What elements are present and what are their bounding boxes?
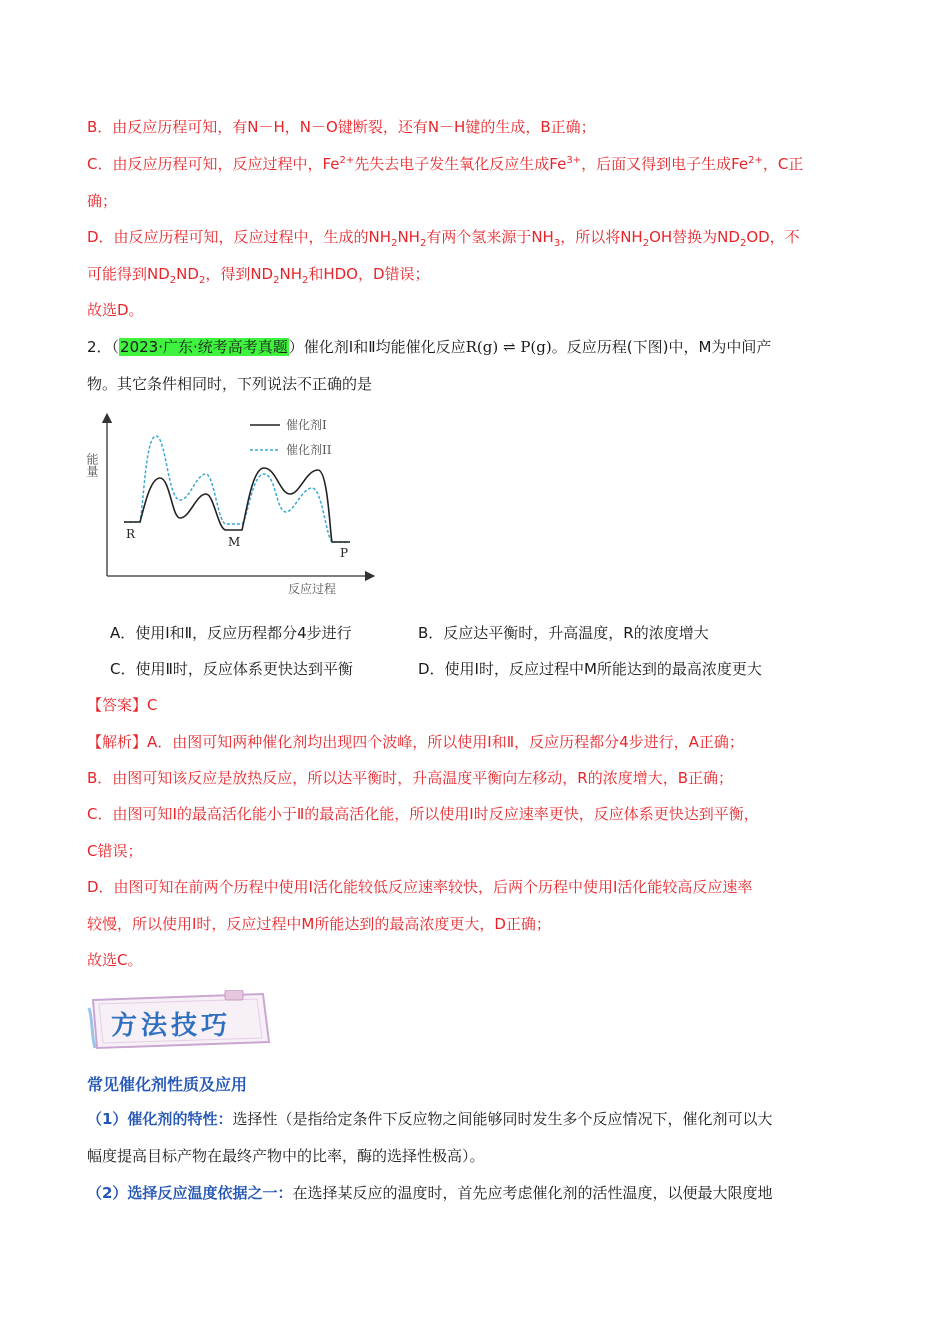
method-point-1: （1）催化剂的特性：选择性（是指给定条件下反应物之间能够同时发生多个反应情况下，催化剂可以大 [87, 1110, 773, 1128]
label-m: M [228, 535, 241, 549]
analysis-line-c-cont: 确； [87, 192, 118, 210]
analysis-b: B．由图可知该反应是放热反应，所以达平衡时，升高温度平衡向左移动，R的浓度增大，B正确； [87, 769, 734, 787]
energy-profile-chart [80, 408, 380, 600]
analysis-line-d-cont: 可能得到$ND_2ND_2$，得到$ND_2NH_2$和HDO，D错误； [87, 265, 430, 286]
x-axis-label: 反应过程 [288, 582, 337, 596]
label-p: P [340, 546, 349, 560]
analysis-line-b: B．由反应历程可知，有N－H，N－O键断裂，还有N－H键的生成，B正确； [87, 118, 596, 136]
label-r: R [126, 527, 136, 541]
option-a: A．使用Ⅰ和Ⅱ，反应历程都分4步进行 [110, 624, 352, 642]
section-heading: 常见催化剂性质及应用 [87, 1075, 248, 1094]
source-tag: 2023·广东·统考高考真题 [120, 338, 288, 356]
y-axis-label: 能量 [85, 453, 99, 477]
clip-icon [225, 990, 243, 1000]
question-2-stem-cont: 物。其它条件相同时，下列说法不正确的是 [87, 375, 373, 393]
analysis-d: D．由图可知在前两个历程中使用Ⅰ活化能较低反应速率较快，后两个历程中使用Ⅰ活化能较高反应速率 [87, 878, 753, 896]
banner-title: 方法技巧 [111, 1011, 232, 1041]
analysis-c: C．由图可知Ⅰ的最高活化能小于Ⅱ的最高活化能，所以使用Ⅰ时反应速率更快，反应体系更快达到平衡， [87, 805, 759, 823]
legend-label-2: 催化剂II [286, 443, 332, 457]
option-c: C．使用Ⅱ时，反应体系更快达到平衡 [110, 660, 353, 678]
method-point-2: （2）选择反应温度依据之一：在选择某反应的温度时，首先应考虑催化剂的活性温度，以便最大限度地 [87, 1184, 773, 1202]
reaction-equation: R(g) ⇌ P(g) [465, 338, 552, 356]
analysis-conclusion-prev: 故选D。 [87, 301, 144, 319]
analysis-line-c: C．由反应历程可知，反应过程中，$Fe^{2+}$先失去电子发生氧化反应生成$Fe^{3+}$，后面又得到电子生成$Fe^{2+}$，C正 [87, 155, 804, 173]
method-point-1-cont: 幅度提高目标产物在最终产物中的比率，酶的选择性极高）。 [87, 1147, 485, 1165]
option-d: D．使用Ⅰ时，反应过程中M所能达到的最高浓度更大 [418, 660, 762, 678]
analysis-d-cont: 较慢，所以使用Ⅰ时，反应过程中M所能达到的最高浓度更大，D正确； [87, 915, 551, 933]
curve-catalyst-1 [124, 468, 350, 542]
analysis-a: 【解析】A．由图可知两种催化剂均出现四个波峰，所以使用Ⅰ和Ⅱ，反应历程都分4步进行，A正确； [87, 733, 744, 751]
analysis-conclusion: 故选C。 [87, 951, 143, 969]
method-banner [85, 990, 275, 1052]
answer-line: 【答案】C [87, 696, 158, 714]
analysis-line-d: D．由反应历程可知，反应过程中，生成的$NH_2NH_2$有两个氢来源于$NH_3$，所以将$NH_2OH$替换为$ND_2OD$，不 [87, 228, 800, 249]
legend-label-1: 催化剂I [286, 418, 327, 432]
analysis-c-cont: C错误； [87, 842, 143, 860]
option-b: B．反应达平衡时，升高温度，R的浓度增大 [418, 624, 709, 642]
question-2-stem: 2．（2023·广东·统考高考真题）催化剂Ⅰ和Ⅱ均能催化反应R(g) ⇌ P(g)。反应历程(下图)中，M为中间产 [87, 338, 772, 356]
